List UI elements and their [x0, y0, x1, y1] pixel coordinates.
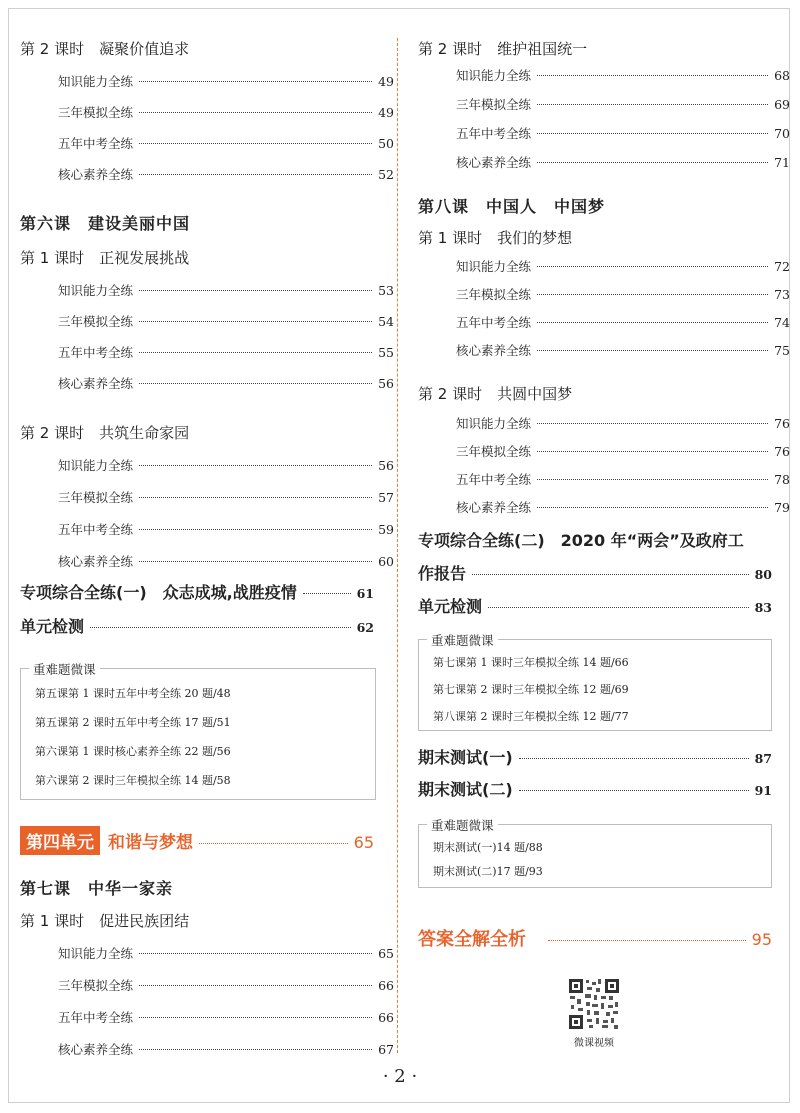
leader-dots: [199, 843, 348, 844]
leader-dots: [488, 607, 749, 608]
leader-dots: [519, 758, 749, 759]
entry-label: 知识能力全练: [456, 259, 532, 274]
period-title: 第 2 课时 凝聚价值追求: [20, 40, 190, 58]
toc-entry[interactable]: [456, 124, 790, 153]
toc-entry[interactable]: [456, 95, 790, 124]
entry-label: 三年模拟全练: [58, 978, 134, 993]
leader-dots: [139, 953, 372, 954]
micro-lesson-item[interactable]: 第五课第 2 课时五年中考全练 17 题/51: [35, 716, 231, 729]
leader-dots: [139, 81, 372, 82]
leader-dots: [139, 174, 372, 175]
entry-label: 核心素养全练: [58, 167, 134, 182]
leader-dots: [537, 507, 768, 508]
toc-entry[interactable]: [58, 72, 394, 103]
leader-dots: [139, 529, 372, 530]
toc-entry[interactable]: [58, 488, 394, 520]
special-practice-entry[interactable]: [20, 580, 374, 603]
entry-list: [58, 72, 394, 196]
entry-page: 69: [774, 97, 790, 112]
micro-lesson-item[interactable]: 第五课第 1 课时五年中考全练 20 题/48: [35, 687, 231, 700]
entry-page: 73: [774, 287, 790, 302]
entry-page: 75: [774, 343, 790, 358]
entry-page: 52: [378, 167, 394, 182]
unit-badge: 第四单元: [20, 826, 100, 855]
toc-entry[interactable]: [58, 281, 394, 312]
entry-label: 期末测试(一): [418, 748, 513, 767]
page-number: · 2 ·: [382, 1066, 418, 1087]
entry-page: 91: [754, 783, 772, 798]
entry-label: 知识能力全练: [58, 283, 134, 298]
micro-lesson-item[interactable]: 第六课第 2 课时三年模拟全练 14 题/58: [35, 774, 231, 787]
leader-dots: [537, 451, 768, 452]
entry-page: 59: [378, 522, 394, 537]
leader-dots: [537, 162, 768, 163]
toc-entry[interactable]: [456, 257, 790, 285]
entry-page: 83: [754, 600, 772, 615]
entry-page: 49: [378, 74, 394, 89]
entry-page: 80: [754, 567, 772, 582]
leader-dots: [548, 940, 746, 941]
answers-title: 答案全解全析: [418, 929, 526, 950]
entry-label: 五年中考全练: [456, 126, 532, 141]
leader-dots: [537, 479, 768, 480]
answers-entry[interactable]: [418, 925, 772, 951]
entry-label: 三年模拟全练: [58, 314, 134, 329]
entry-page: 76: [774, 416, 790, 431]
toc-entry[interactable]: [456, 442, 790, 470]
entry-page: 67: [378, 1042, 394, 1057]
entry-label: 知识能力全练: [58, 74, 134, 89]
leader-dots: [472, 574, 749, 575]
period-title: 第 2 课时 共筑生命家园: [20, 424, 190, 442]
entry-page: 53: [378, 283, 394, 298]
toc-entry[interactable]: [58, 103, 394, 134]
toc-entry[interactable]: [58, 1008, 394, 1040]
entry-page: 72: [774, 259, 790, 274]
leader-dots: [139, 112, 372, 113]
period-title: 第 2 课时 维护祖国统一: [418, 40, 588, 58]
toc-entry[interactable]: [58, 976, 394, 1008]
entry-label: 核心素养全练: [456, 155, 532, 170]
toc-entry[interactable]: [58, 374, 394, 405]
entry-label: 知识能力全练: [456, 68, 532, 83]
entry-page: 68: [774, 68, 790, 83]
final-exam-entry[interactable]: [418, 777, 772, 800]
entry-page: 54: [378, 314, 394, 329]
leader-dots: [537, 322, 768, 323]
entry-label: 三年模拟全练: [58, 105, 134, 120]
entry-page: 56: [378, 458, 394, 473]
entry-page: 74: [774, 315, 790, 330]
entry-label: 三年模拟全练: [456, 287, 532, 302]
entry-label: 三年模拟全练: [456, 97, 532, 112]
entry-list: [456, 257, 790, 369]
leader-dots: [139, 1049, 372, 1050]
leader-dots: [537, 75, 768, 76]
toc-entry[interactable]: [58, 165, 394, 196]
toc-entry[interactable]: [456, 153, 790, 182]
micro-lesson-box: [20, 662, 376, 800]
toc-entry[interactable]: [456, 470, 790, 498]
qr-caption: 微课视频: [574, 1038, 614, 1049]
period-title: 第 1 课时 正视发展挑战: [20, 249, 190, 267]
entry-page: 49: [378, 105, 394, 120]
leader-dots: [537, 423, 768, 424]
toc-entry[interactable]: [58, 312, 394, 343]
toc-entry[interactable]: [456, 414, 790, 442]
answers-page: 95: [751, 930, 772, 949]
lesson-title: 第八课 中国人 中国梦: [418, 197, 606, 216]
special-practice-entry[interactable]: [418, 561, 772, 584]
micro-lesson-item[interactable]: 期末测试(一)14 题/88: [433, 841, 543, 854]
leader-dots: [537, 294, 768, 295]
entry-label: 五年中考全练: [456, 472, 532, 487]
toc-entry[interactable]: [58, 944, 394, 976]
entry-label: 知识能力全练: [58, 946, 134, 961]
entry-label: 知识能力全练: [58, 458, 134, 473]
toc-entry[interactable]: [456, 313, 790, 341]
entry-label: 核心素养全练: [58, 1042, 134, 1057]
leader-dots: [139, 985, 372, 986]
entry-page: 56: [378, 376, 394, 391]
special-practice-title[interactable]: 专项综合全练(二) 2020 年“两会”及政府工: [418, 531, 744, 550]
leader-dots: [139, 383, 372, 384]
entry-label: 单元检测: [20, 617, 85, 636]
entry-page: 62: [356, 620, 374, 635]
unit-four-heading[interactable]: [20, 826, 374, 855]
entry-list: [456, 414, 790, 526]
entry-list: [58, 281, 394, 405]
leader-dots: [139, 143, 372, 144]
leader-dots: [139, 497, 372, 498]
entry-label: 五年中考全练: [58, 1010, 134, 1025]
entry-page: 66: [378, 1010, 394, 1025]
period-title: 第 2 课时 共圆中国梦: [418, 385, 573, 403]
toc-entry[interactable]: [58, 343, 394, 374]
toc-entry[interactable]: [58, 134, 394, 165]
leader-dots: [139, 321, 372, 322]
leader-dots: [139, 290, 372, 291]
entry-page: 76: [774, 444, 790, 459]
entry-page: 79: [774, 500, 790, 515]
entry-page: 66: [378, 978, 394, 993]
entry-list: [58, 944, 394, 1072]
toc-entry[interactable]: [456, 341, 790, 369]
leader-dots: [139, 561, 372, 562]
toc-entry[interactable]: [58, 520, 394, 552]
micro-lesson-box: [418, 633, 772, 731]
micro-lesson-box: [418, 818, 772, 888]
unit-test-entry[interactable]: [20, 614, 374, 637]
period-title: 第 1 课时 我们的梦想: [418, 229, 573, 247]
micro-lesson-title: 重难题微课: [427, 816, 498, 834]
entry-page: 61: [356, 586, 374, 601]
entry-page: 78: [774, 472, 790, 487]
entry-label: 核心素养全练: [456, 500, 532, 515]
entry-page: 57: [378, 490, 394, 505]
micro-lesson-title: 重难题微课: [29, 660, 100, 678]
micro-lesson-item[interactable]: 第七课第 1 课时三年模拟全练 14 题/66: [433, 656, 629, 669]
entry-page: 60: [378, 554, 394, 569]
leader-dots: [139, 1017, 372, 1018]
leader-dots: [519, 790, 749, 791]
entry-label: 核心素养全练: [58, 554, 134, 569]
period-title: 第 1 课时 促进民族团结: [20, 912, 190, 930]
entry-page: 50: [378, 136, 394, 151]
micro-lesson-item[interactable]: 第七课第 2 课时三年模拟全练 12 题/69: [433, 683, 629, 696]
unit-title: 和谐与梦想: [108, 833, 193, 853]
entry-label: 五年中考全练: [456, 315, 532, 330]
lesson-title: 第六课 建设美丽中国: [20, 214, 191, 233]
leader-dots: [90, 627, 351, 628]
entry-list: [58, 456, 394, 584]
micro-lesson-item[interactable]: 期末测试(二)17 题/93: [433, 865, 543, 878]
entry-page: 71: [774, 155, 790, 170]
entry-label: 核心素养全练: [456, 343, 532, 358]
entry-label: 三年模拟全练: [58, 490, 134, 505]
entry-label: 五年中考全练: [58, 522, 134, 537]
entry-label: 知识能力全练: [456, 416, 532, 431]
column-divider: [397, 38, 398, 1053]
entry-label: 五年中考全练: [58, 345, 134, 360]
leader-dots: [303, 593, 351, 594]
toc-entry[interactable]: [456, 498, 790, 526]
entry-label: 五年中考全练: [58, 136, 134, 151]
entry-label: 三年模拟全练: [456, 444, 532, 459]
leader-dots: [537, 266, 768, 267]
entry-label: 单元检测: [418, 597, 483, 616]
entry-list: [456, 66, 790, 182]
entry-label: 专项综合全练(一) 众志成城,战胜疫情: [20, 583, 297, 602]
leader-dots: [537, 350, 768, 351]
entry-label: 期末测试(二): [418, 780, 513, 799]
qr-code-icon[interactable]: [568, 978, 620, 1030]
micro-lesson-item[interactable]: 第六课第 1 课时核心素养全练 22 题/56: [35, 745, 231, 758]
leader-dots: [139, 465, 372, 466]
lesson-title: 第七课 中华一家亲: [20, 879, 174, 898]
unit-test-entry[interactable]: [418, 594, 772, 617]
entry-page: 70: [774, 126, 790, 141]
entry-page: 65: [378, 946, 394, 961]
toc-entry[interactable]: [456, 66, 790, 95]
toc-entry[interactable]: [456, 285, 790, 313]
entry-label: 核心素养全练: [58, 376, 134, 391]
leader-dots: [139, 352, 372, 353]
entry-label: 作报告: [418, 564, 467, 583]
micro-lesson-item[interactable]: 第八课第 2 课时三年模拟全练 12 题/77: [433, 710, 629, 723]
entry-page: 55: [378, 345, 394, 360]
micro-lesson-title: 重难题微课: [427, 631, 498, 649]
unit-page: 65: [353, 833, 374, 852]
leader-dots: [537, 104, 768, 105]
toc-entry[interactable]: [58, 456, 394, 488]
final-exam-entry[interactable]: [418, 745, 772, 768]
leader-dots: [537, 133, 768, 134]
entry-page: 87: [754, 751, 772, 766]
